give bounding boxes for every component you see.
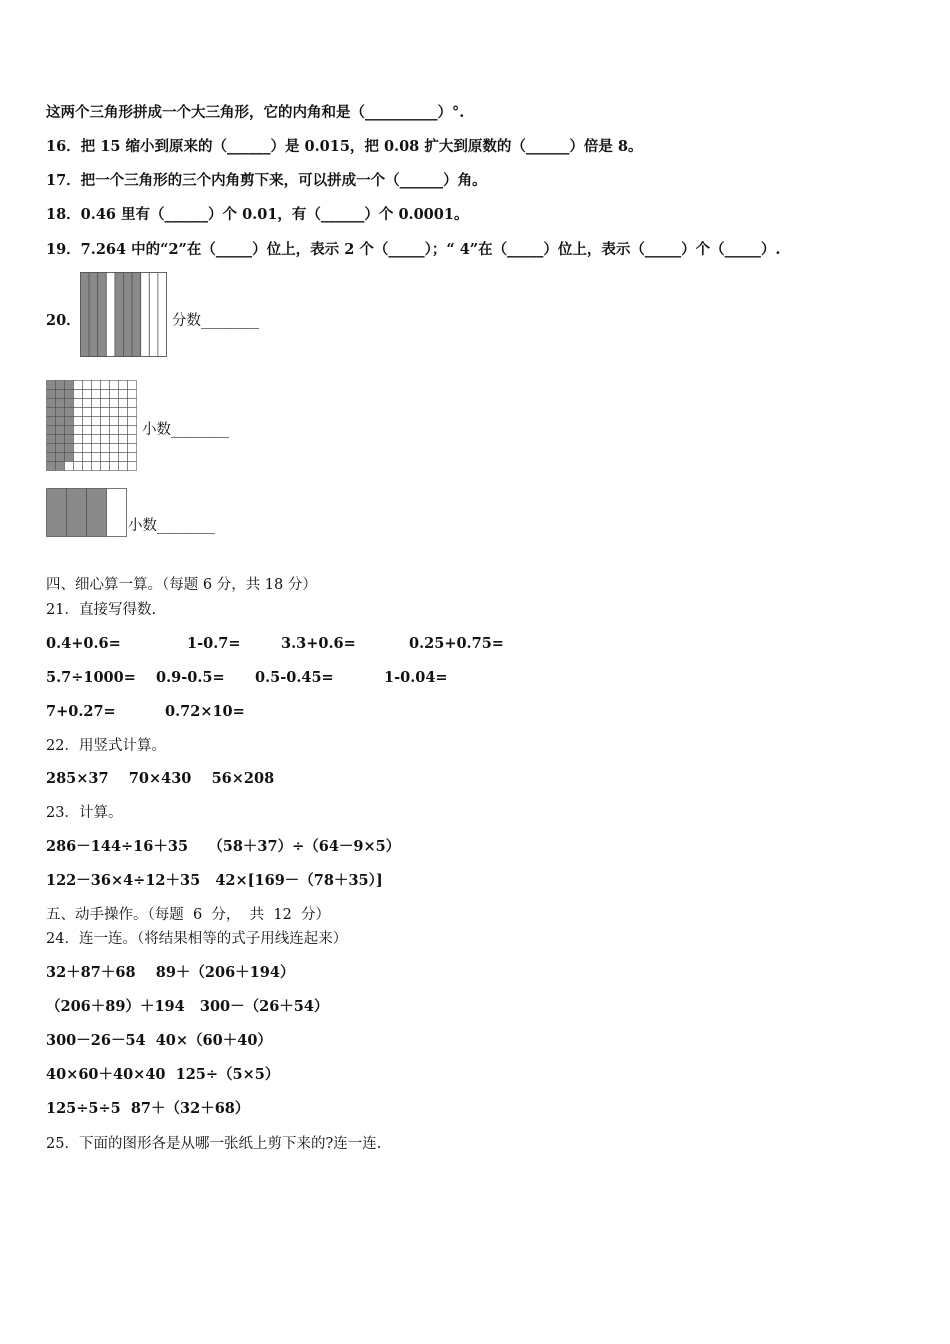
hundred-grid-cell [74,399,83,408]
hundred-grid-cell [92,417,101,426]
hundred-grid-cell [110,390,119,399]
hundred-grid-cell [128,435,137,444]
hundred-grid-cell [119,417,128,426]
hundred-grid-cell [65,462,74,471]
hundred-grid-cell [74,444,83,453]
q17: 17．把一个三角形的三个内角剪下来，可以拼成一个（______）角。 [46,172,487,189]
hundred-grid-cell [119,399,128,408]
hundred-grid-cell [101,453,110,462]
fraction-strip-part [132,273,141,357]
q21-expr: 5.7÷1000= [46,669,136,686]
fraction-strip-part [141,273,150,357]
hundred-grid-cell [65,453,74,462]
q21-expr: 0.72×10= [165,703,245,720]
hundred-grid-cell [119,444,128,453]
hundred-grid-cell [101,462,110,471]
hundred-grid-cell [83,408,92,417]
hundred-grid-cell [56,444,65,453]
hundred-grid-cell [56,435,65,444]
hundred-grid-cell [92,399,101,408]
hundred-grid-cell [128,426,137,435]
hundred-grid-cell [83,453,92,462]
hundred-grid-cell [83,444,92,453]
hundred-grid-cell [65,444,74,453]
hundred-grid-cell [83,426,92,435]
hundred-grid-cell [83,399,92,408]
hundred-grid-cell [47,453,56,462]
q25-title: 25．下面的图形各是从哪一张纸上剪下来的?连一连. [46,1136,382,1152]
hundred-grid-cell [110,408,119,417]
hundred-grid-cell [110,435,119,444]
hundred-grid-cell [83,462,92,471]
hundred-grid-figure [46,380,140,474]
decimal-strip-part [47,489,67,537]
q24-title: 24．连一连。（将结果相等的式子用线连起来） [46,931,348,947]
fraction-strip-part [115,273,124,357]
hundred-grid-cell [101,381,110,390]
hundred-grid-cell [92,408,101,417]
hundred-grid-cell [110,426,119,435]
hundred-grid-cell [101,444,110,453]
hundred-grid-cell [92,462,101,471]
hundred-grid-cell [65,408,74,417]
hundred-grid-cell [110,462,119,471]
q22-expressions: 285×37 70×430 56×208 [46,770,275,787]
decimal-strip-part [107,489,127,537]
hundred-grid-cell [74,435,83,444]
fraction-strip-part [158,273,167,357]
q18: 18．0.46 里有（______）个 0.01，有（______）个 0.0001。 [46,206,469,223]
fraction-strip-part [149,273,158,357]
hundred-grid-cell [83,390,92,399]
hundred-grid-cell [47,381,56,390]
q21-expr: 1-0.7= [187,635,241,652]
hundred-grid-cell [119,408,128,417]
hundred-grid-cell [56,453,65,462]
hundred-grid-cell [119,426,128,435]
fraction-strip-part [89,273,98,357]
hundred-grid-cell [101,408,110,417]
section-5-heading: 五、动手操作。（每题 6 分， 共 12 分） [46,907,331,923]
hundred-grid-cell [47,435,56,444]
q20-fraction-answer: 分数________ [172,313,259,329]
hundred-grid-cell [101,435,110,444]
hundred-grid-cell [92,444,101,453]
q20-decimal-answer-2: 小数________ [128,518,215,534]
hundred-grid-cells [47,381,137,471]
decimal-strip-figure [46,488,128,538]
q21-expr: 1-0.04= [384,669,448,686]
hundred-grid-cell [65,417,74,426]
fraction-strip-part [106,273,115,357]
q21-title: 21．直接写得数. [46,602,157,618]
hundred-grid-cell [128,399,137,408]
hundred-grid-cell [47,444,56,453]
hundred-grid-cell [101,390,110,399]
q24-row-2: （206＋89）＋194 300－（26＋54） [46,998,329,1015]
hundred-grid-cell [92,381,101,390]
hundred-grid-cell [101,417,110,426]
q22-title: 22．用竖式计算。 [46,738,166,754]
hundred-grid-cell [110,381,119,390]
hundred-grid-cell [47,417,56,426]
hundred-grid-cell [110,444,119,453]
hundred-grid-cell [101,399,110,408]
q24-row-5: 125÷5÷5 87＋（32＋68） [46,1100,250,1117]
q21-expr: 0.9-0.5= [156,669,225,686]
hundred-grid-cell [56,390,65,399]
hundred-grid-cell [128,390,137,399]
hundred-grid-cell [56,399,65,408]
q21-expr: 3.3+0.6= [281,635,356,652]
hundred-grid-cell [119,390,128,399]
section-4-heading: 四、细心算一算。（每题 6 分，共 18 分） [46,577,317,593]
fraction-strip-figure [80,272,170,358]
hundred-grid-cell [119,462,128,471]
hundred-grid-cell [128,408,137,417]
hundred-grid-cell [110,399,119,408]
hundred-grid-cell [47,426,56,435]
hundred-grid-cell [74,462,83,471]
hundred-grid-cell [65,399,74,408]
hundred-grid-cell [65,435,74,444]
fraction-strip-part [98,273,107,357]
q21-expr: 0.5-0.45= [255,669,334,686]
hundred-grid-cell [128,453,137,462]
hundred-grid-cell [128,462,137,471]
decimal-strip-parts [47,489,127,537]
hundred-grid-cell [65,426,74,435]
hundred-grid-cell [65,381,74,390]
hundred-grid-cell [83,417,92,426]
hundred-grid-cell [74,417,83,426]
hundred-grid-cell [74,426,83,435]
hundred-grid-cell [119,381,128,390]
hundred-grid-cell [101,426,110,435]
hundred-grid-cell [47,462,56,471]
q16: 16．把 15 缩小到原来的（______）是 0.015，把 0.08 扩大到原数的（______）倍是 8。 [46,138,643,155]
hundred-grid-cell [110,453,119,462]
hundred-grid-cell [128,444,137,453]
hundred-grid-cell [74,408,83,417]
q23-row-1: 286－144÷16＋35 （58＋37）÷（64－9×5） [46,838,401,855]
hundred-grid-cell [56,381,65,390]
hundred-grid-cell [110,417,119,426]
hundred-grid-cell [92,426,101,435]
hundred-grid-cell [92,390,101,399]
hundred-grid-cell [128,417,137,426]
hundred-grid-cell [56,408,65,417]
fraction-strip-parts [81,273,167,357]
hundred-grid-cell [74,390,83,399]
fraction-strip-part [124,273,133,357]
q20-number: 20． [46,312,81,329]
q21-expr: 7+0.27= [46,703,116,720]
q21-expr: 0.4+0.6= [46,635,121,652]
q24-row-3: 300－26－54 40×（60＋40） [46,1032,272,1049]
hundred-grid-cell [56,462,65,471]
hundred-grid-cell [119,453,128,462]
q24-row-4: 40×60＋40×40 125÷（5×5） [46,1066,280,1083]
fraction-strip-part [81,273,90,357]
hundred-grid-cell [47,399,56,408]
q23-row-2: 122－36×4÷12＋35 42×[169－（78＋35）] [46,872,383,889]
q24-row-1: 32＋87＋68 89＋（206＋194） [46,964,295,981]
q21-expr: 0.25+0.75= [409,635,504,652]
q15-continuation: 这两个三角形拼成一个大三角形，它的内角和是（__________）°. [46,104,465,121]
hundred-grid-cell [65,390,74,399]
hundred-grid-cell [83,381,92,390]
hundred-grid-cell [47,408,56,417]
q19: 19．7.264 中的“2”在（_____）位上，表示 2 个（_____）；“ 4”在（_____）位上，表示（_____）个（_____）. [46,241,781,258]
hundred-grid-cell [47,390,56,399]
hundred-grid-cell [92,453,101,462]
hundred-grid-cell [74,453,83,462]
hundred-grid-cell [83,435,92,444]
hundred-grid-cell [56,426,65,435]
hundred-grid-cell [56,417,65,426]
q23-title: 23．计算。 [46,805,123,821]
decimal-strip-part [87,489,107,537]
q20-decimal-answer-1: 小数________ [142,422,229,438]
decimal-strip-part [67,489,87,537]
hundred-grid-cell [128,381,137,390]
hundred-grid-cell [119,435,128,444]
hundred-grid-cell [74,381,83,390]
hundred-grid-cell [92,435,101,444]
